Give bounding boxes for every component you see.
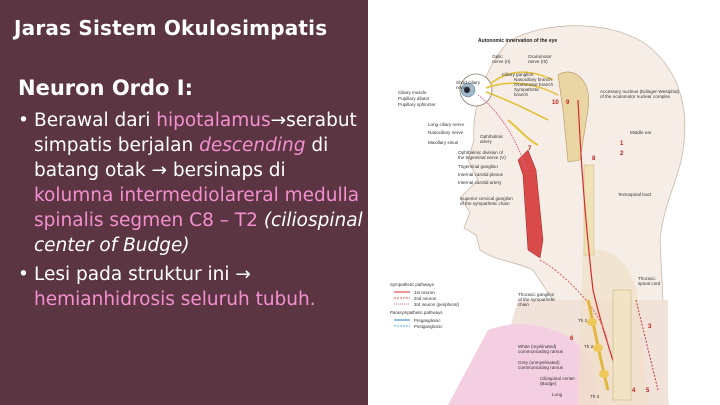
section-heading: Neuron Ordo I: [18,76,194,100]
lbl-oculomotor2: nerve (III) [528,59,548,64]
b1-kolumna: kolumna intermediolareral medulla spinalis segmen C8 – T2 [34,185,360,231]
bullet-list [18,108,363,316]
b1-hypothalamus: hipotalamus [156,110,271,131]
lbl-pupillary-dilator: Pupillary dilator [398,96,430,101]
legend-symp-title: Sympathetic pathways [390,282,434,287]
num-1: 1 [620,141,624,147]
lbl-grey-ramus: Grey (unmyelinated) [518,360,560,365]
b1-text1: Berawal dari [34,110,157,131]
slide-title: Jaras Sistem Okulosimpatis [14,16,328,40]
lbl-optic: Optic [492,54,503,59]
b2-hemianhidrosis: hemianhidrosis seluruh tubuh. [34,289,316,310]
lbl-middle-ear: Middle ear [630,130,652,135]
lbl-long-ciliary: Long ciliary nerve [428,122,465,127]
lbl-accessory-nucleus: Accessory nucleus (Edinger-Westphal) [600,89,680,94]
legend-para2: Postganglionic [414,324,443,329]
lbl-thoracic-ganglion: Thoracic ganglion [518,292,555,297]
lbl-thoracic-ganglion3: chain [518,302,529,307]
lbl-oculomotor-branch: Oculomotor branch [514,82,554,87]
num-7: 7 [528,146,532,152]
figure-panel [368,0,720,405]
num-9: 9 [566,100,570,106]
lbl-oculomotor: Oculomotor [528,54,552,59]
b2-text1: Lesi pada struktur ini → [34,264,251,285]
bullet-item-2 [18,262,363,312]
anatomy-figure [368,0,720,405]
lbl-lung: Lung [552,392,563,397]
lbl-tectospinal: Tectospinal tract [618,192,652,197]
lbl-short-ciliary2: nerves [456,85,470,90]
lbl-nasociliary-nerve: Nasociliary nerve [428,130,464,135]
num-4: 4 [632,388,636,394]
lbl-th1: Th 1 [578,318,588,323]
lbl-ophthalmic-division: Ophthalmic division of [458,150,503,155]
lbl-internal-carotid-plexus: Internal carotid plexus [458,172,503,177]
lbl-ophthalmic-artery: Ophthalmic [480,134,504,139]
b1-text3: →serabut simpatis berjalan [34,110,357,156]
lbl-th2: Th 2 [584,344,594,349]
b1-text5: di batang otak → bersinaps di [34,135,329,181]
lbl-thoracic-cord2: spinal cord [638,281,661,286]
lbl-ciliospinal: Ciliospinal center [540,376,575,381]
lbl-superior-cervical: Superior cervical ganglion [460,196,513,201]
lbl-maxillary-sinus: Maxillary sinus [428,140,459,145]
ganglion-1 [587,318,597,326]
legend [390,282,459,329]
num-6: 6 [570,336,574,342]
legend-para-title: Parasympathetic pathways [390,310,443,315]
lbl-sympathetic: Sympathetic [514,87,540,92]
lbl-white-ramus: White (myelinated) [518,344,557,349]
lbl-superior-cervical2: of the sympathetic chain [460,201,510,206]
lbl-thoracic-cord: Thoracic [638,276,656,281]
lbl-ciliary-ganglion: Ciliary ganglion [502,72,534,77]
b1-descending: descending [199,135,306,156]
lbl-thoracic-ganglion2: of the sympathetic [518,297,556,302]
legend-para1: Preganglionic [414,318,441,323]
legend-symp3: 3rd neuron (peripheral) [414,302,459,307]
vertebrae [613,290,631,400]
num-10: 10 [552,100,559,106]
num-2: 2 [620,151,624,157]
lbl-ophthalmic-division2: the trigeminal nerve (V) [458,155,506,160]
legend-symp2: 2nd neuron [414,296,437,301]
num-5: 5 [646,388,650,394]
lbl-pupillary-sphincter: Pupillary sphincter [398,102,436,107]
bullet-item-1 [18,108,363,258]
num-3: 3 [648,324,652,330]
lbl-short-ciliary: Short ciliary [456,80,480,85]
lbl-optic2: nerve (II) [492,59,511,64]
ganglion-3 [599,370,609,378]
lbl-white-ramus2: communicating ramus [518,349,563,354]
legend-symp1: 1st neuron [414,290,435,295]
lbl-internal-carotid-artery: Internal carotid artery [458,180,502,185]
ganglion-2 [593,344,603,352]
lbl-sympathetic2: branch [514,92,529,97]
lbl-th3: Th 3 [590,394,600,399]
num-8: 8 [592,156,596,162]
lbl-accessory-nucleus2: of the oculomotor nuclear complex [600,94,671,99]
figure-title: Autonomic innervation of the eye [478,38,558,44]
lbl-grey-ramus2: communicating ramus [518,365,563,370]
lbl-ciliary-muscle: Ciliary muscle [398,90,427,95]
lbl-ophthalmic-artery2: artery [480,139,492,144]
b1-budge: (ciliospinal center of Budge) [34,210,363,256]
lbl-ciliospinal2: (Budge) [540,381,557,386]
lbl-nasociliary-branch: Nasociliary branch [514,77,552,82]
lbl-trigeminal-ganglion: Trigeminal ganglion [458,164,498,169]
